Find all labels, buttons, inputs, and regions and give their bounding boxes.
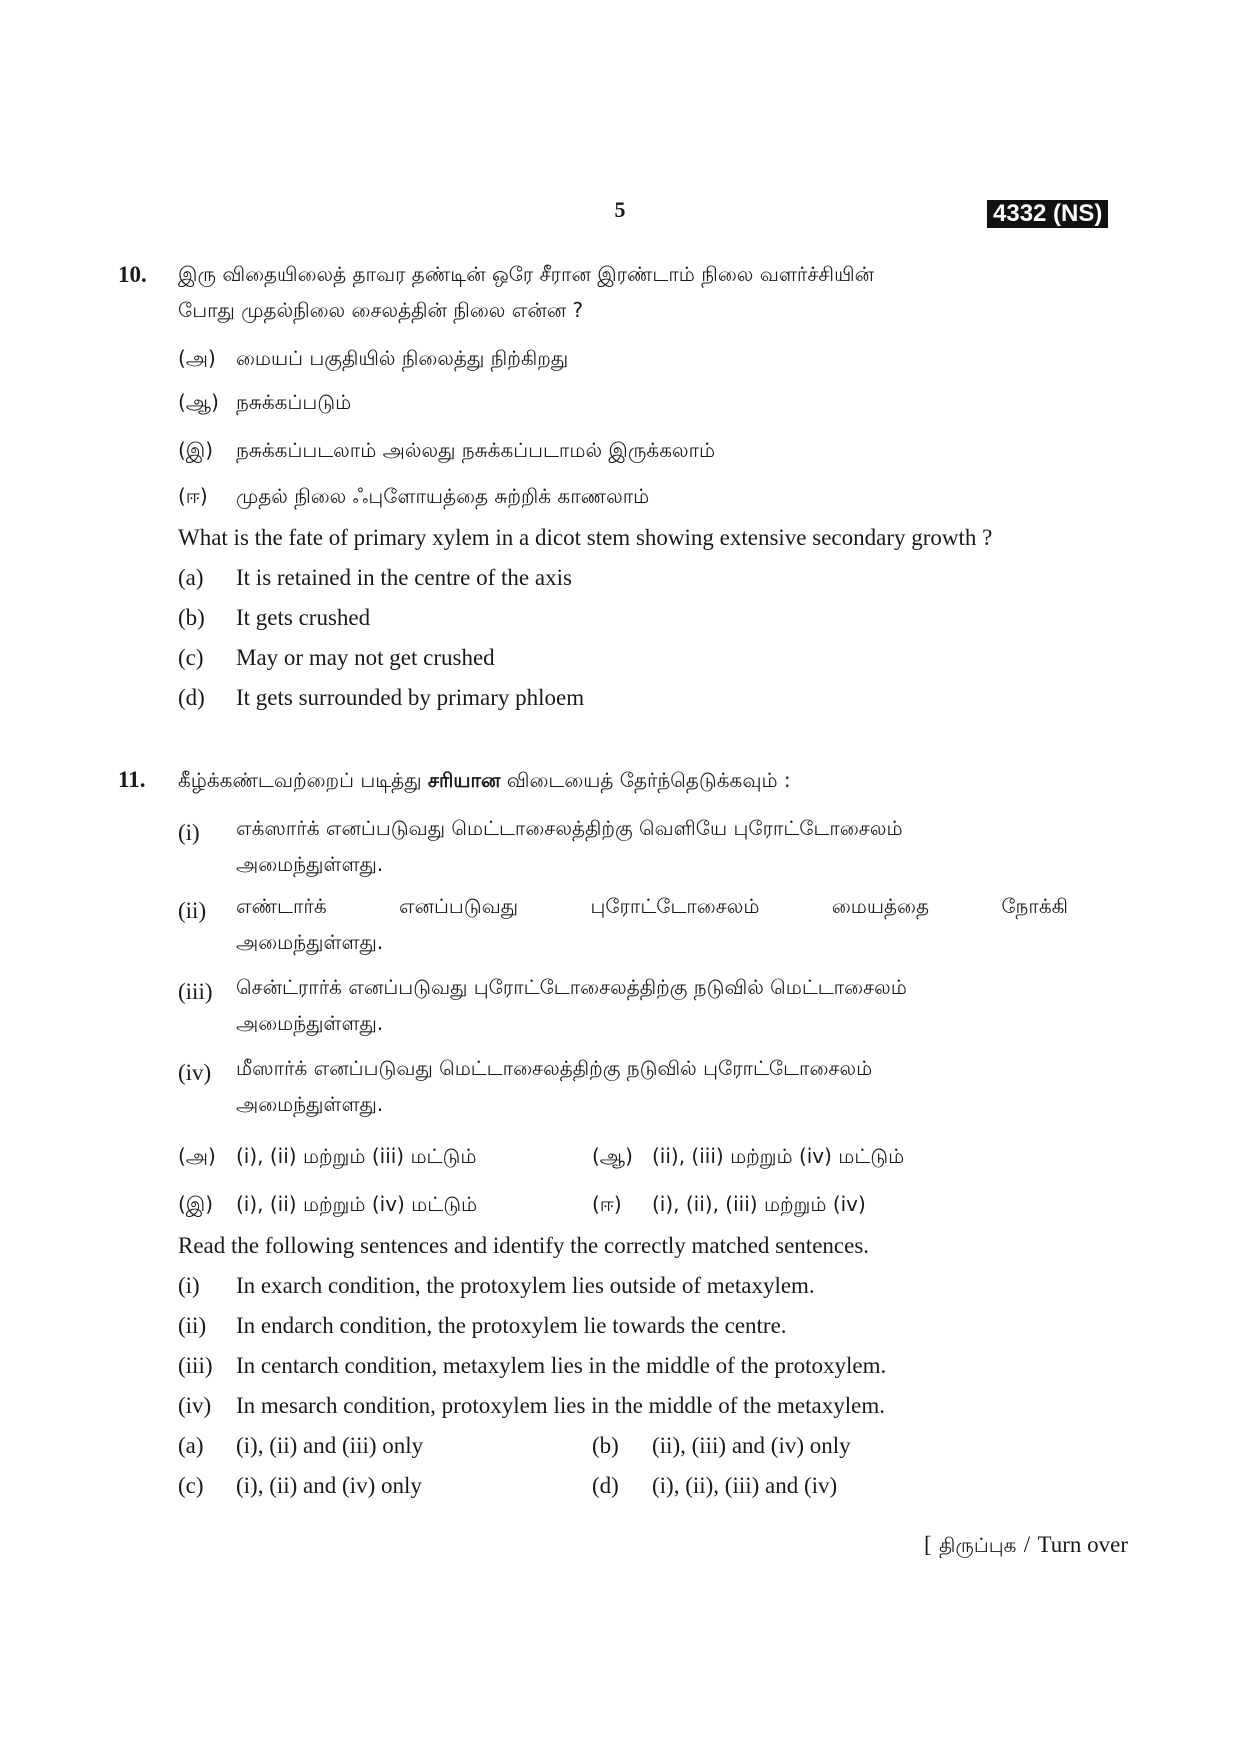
footer-tamil: திருப்புக <box>938 1533 1017 1557</box>
option-text: It gets surrounded by primary phloem <box>236 685 585 710</box>
statement-text: In exarch condition, the protoxylem lies outside of metaxylem. <box>236 1273 815 1298</box>
statement-text: சென்ட்ரார்க் எனப்படுவது புரோட்டோசைலத்திற்கு நடுவில் மெட்டாசைலம் <box>236 975 907 999</box>
option-label: (d) <box>178 685 205 710</box>
option-text: நசுக்கப்படும் <box>236 390 352 414</box>
option-text: (ii), (iii) and (iv) only <box>652 1433 851 1458</box>
option-text: நசுக்கப்படலாம் அல்லது நசுக்கப்படாமல் இருக்கலாம் <box>236 438 716 462</box>
instruction-part: விடையைத் தேர்ந்தெடுக்கவும் : <box>506 768 791 792</box>
question-text-tamil: போது முதல்நிலை சைலத்தின் நிலை என்ன ? <box>178 298 584 322</box>
option-text: It is retained in the centre of the axis <box>236 565 572 590</box>
option-text: முதல் நிலை ஃபுளோயத்தை சுற்றிக் காணலாம் <box>236 484 650 508</box>
option-label: (d) <box>592 1473 619 1498</box>
option-text: (i), (ii) மற்றும் (iv) மட்டும் <box>236 1192 478 1216</box>
statement-label: (i) <box>178 820 200 845</box>
statement-label: (ii) <box>178 1313 207 1338</box>
instruction-emphasis: சரியான <box>427 768 501 792</box>
option-text: (i), (ii) and (iv) only <box>236 1473 422 1498</box>
option-label: (ஆ) <box>178 390 219 414</box>
option-label: (b) <box>178 605 205 630</box>
option-label: (a) <box>178 1433 204 1458</box>
footer-bracket: [ <box>923 1532 932 1557</box>
option-text: (ii), (iii) மற்றும் (iv) மட்டும் <box>652 1144 905 1168</box>
option-text: மையப் பகுதியில் நிலைத்து நிற்கிறது <box>236 346 569 370</box>
option-label: (c) <box>178 1473 204 1498</box>
statement-text: அமைந்துள்ளது. <box>236 852 384 876</box>
option-label: (அ) <box>178 346 216 370</box>
option-text: It gets crushed <box>236 605 371 630</box>
option-label: (b) <box>592 1433 619 1458</box>
statement-text: எக்ஸார்க் எனப்படுவது மெட்டாசைலத்திற்கு வெளியே புரோட்டோசைலம் <box>236 816 903 840</box>
statement-label: (iv) <box>178 1060 212 1085</box>
statement-label: (i) <box>178 1273 200 1298</box>
option-text: (i), (ii) மற்றும் (iii) மட்டும் <box>236 1144 477 1168</box>
option-text: (i), (ii), (iii) மற்றும் (iv) <box>652 1192 866 1216</box>
statement-text: அமைந்துள்ளது. <box>236 930 384 954</box>
option-label: (a) <box>178 565 204 590</box>
instruction-part: கீழ்க்கண்டவற்றைப் படித்து <box>178 768 422 792</box>
statement-text: எண்டார்க் எனப்படுவது புரோட்டோசைலம் மையத்தை நோக்கி <box>236 894 1068 918</box>
statement-text: மீஸார்க் எனப்படுவது மெட்டாசைலத்திற்கு நடுவில் புரோட்டோசைலம் <box>236 1056 873 1080</box>
page-number: 5 <box>614 197 626 222</box>
question-number: 11. <box>118 767 146 792</box>
statement-text: In endarch condition, the protoxylem lie towards the centre. <box>236 1313 787 1338</box>
statement-label: (iii) <box>178 979 213 1004</box>
option-text: (i), (ii), (iii) and (iv) <box>652 1473 838 1498</box>
footer-separator: / <box>1023 1532 1031 1557</box>
option-text: May or may not get crushed <box>236 645 495 670</box>
option-label: (c) <box>178 645 204 670</box>
statement-label: (iii) <box>178 1353 213 1378</box>
option-label: (ஆ) <box>592 1144 633 1168</box>
turn-over-footer <box>924 1532 1128 1560</box>
statement-text: அமைந்துள்ளது. <box>236 1011 384 1035</box>
footer-english: Turn over <box>1037 1532 1128 1557</box>
option-label: (ஈ) <box>592 1192 622 1216</box>
statement-label: (ii) <box>178 898 207 923</box>
instruction-english: Read the following sentences and identify the correctly matched sentences. <box>178 1233 870 1258</box>
statement-text: In centarch condition, metaxylem lies in the middle of the protoxylem. <box>236 1353 887 1378</box>
option-text: (i), (ii) and (iii) only <box>236 1433 424 1458</box>
statement-text: அமைந்துள்ளது. <box>236 1092 384 1116</box>
question-text-tamil <box>178 762 791 798</box>
option-label: (ஈ) <box>178 484 208 508</box>
question-text-tamil: இரு விதையிலைத் தாவர தண்டின் ஒரே சீரான இரண்டாம் நிலை வளர்ச்சியின் <box>178 262 874 286</box>
question-number: 10. <box>118 262 147 287</box>
statement-text: In mesarch condition, protoxylem lies in the middle of the metaxylem. <box>236 1393 885 1418</box>
option-label: (இ) <box>178 438 214 462</box>
paper-code-badge: 4332 (NS) <box>987 200 1108 228</box>
option-label: (அ) <box>178 1144 216 1168</box>
statement-label: (iv) <box>178 1393 212 1418</box>
question-text-english: What is the fate of primary xylem in a dicot stem showing extensive secondary growth ? <box>178 525 993 550</box>
option-label: (இ) <box>178 1192 214 1216</box>
